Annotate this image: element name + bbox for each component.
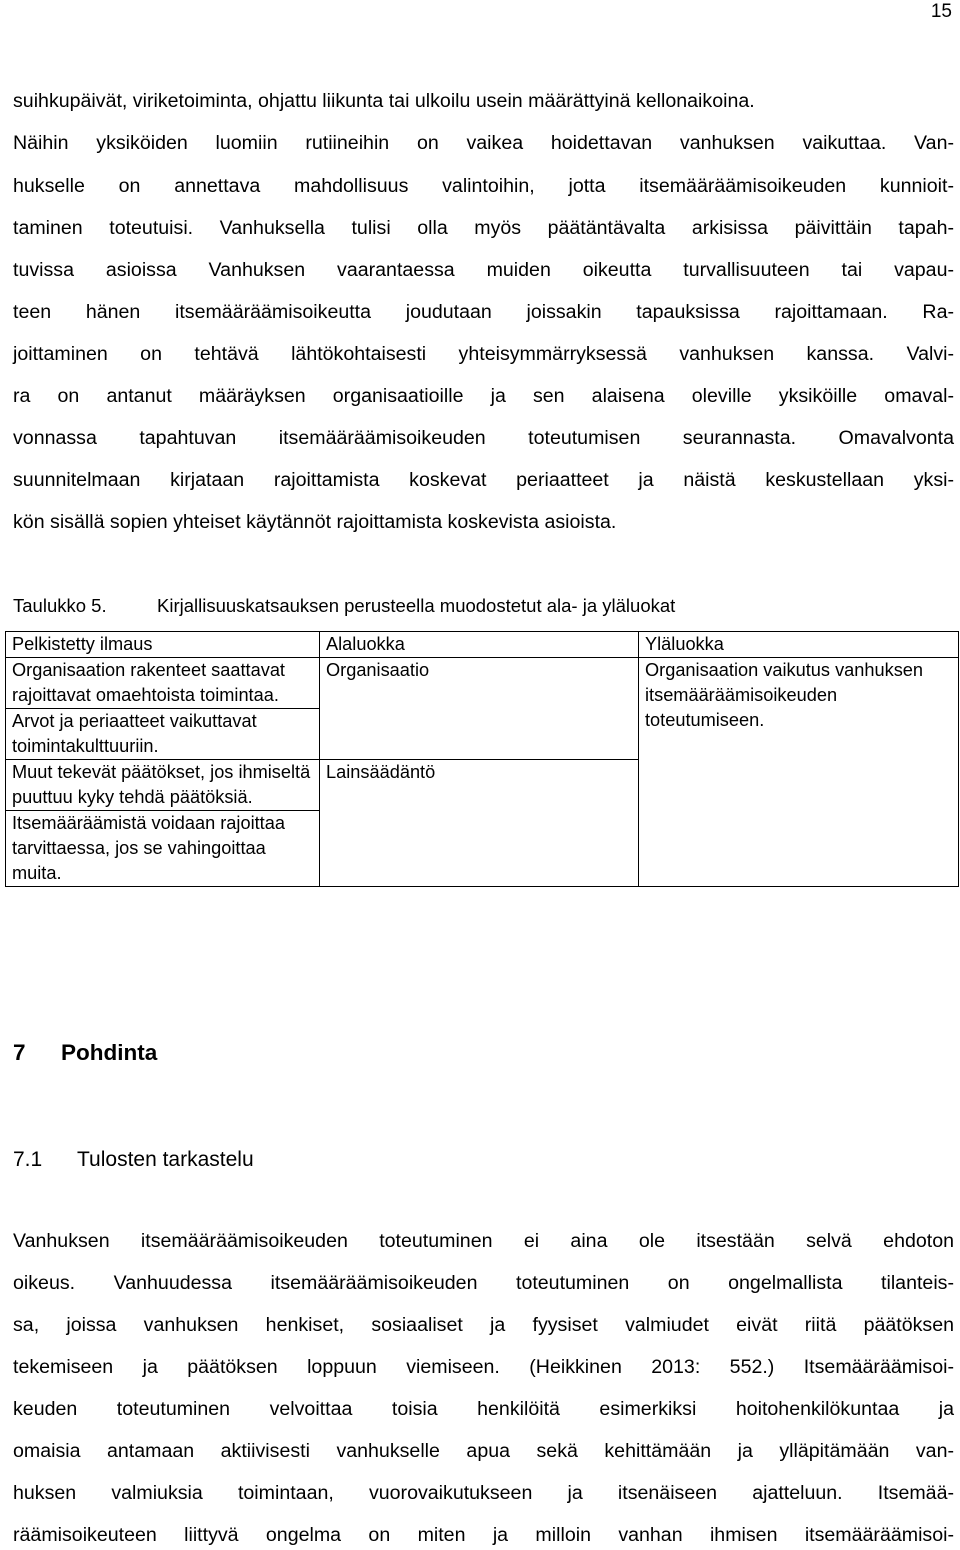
expression: Organisaation rakenteet saattavat rajoittavat omaehtoista toimintaa.	[12, 660, 285, 705]
chapter-title: Pohdinta	[61, 1040, 158, 1065]
paragraph-1-line: tuvissa asioissa Vanhuksen vaarantaessa muiden oikeutta turvallisuuteen tai vapau-	[13, 259, 954, 281]
paragraph-1-line: joittaminen on tehtävä lähtökohtaisesti yhteisymmärryksessä vanhuksen kanssa. Valvi-	[13, 343, 954, 365]
section-number: 7.1	[13, 1148, 43, 1171]
paragraph-1-line: suunnitelmaan kirjataan rajoittamista koskevat periaatteet ja näistä keskustellaan yksi-	[13, 469, 954, 491]
paragraph-1-line: vonnassa tapahtuvan itsemääräämisoikeuden toteutumisen seurannasta. Omavalvonta	[13, 427, 954, 449]
upper-class-cell: Organisaation vaikutus vanhuksen itsemääräämisoikeuden toteutumiseen.	[639, 658, 959, 887]
page-number: 15	[930, 1, 952, 22]
paragraph-1-line: kön sisällä sopien yhteiset käytännöt rajoittamista koskevista asioista.	[13, 511, 617, 533]
paragraph-1-line: Näihin yksiköiden luomiin rutiineihin on vaikea hoidettavan vanhuksen vaikuttaa. Van-	[13, 132, 954, 154]
paragraph-2-line: tekemiseen ja päätöksen loppuun viemiseen. (Heikkinen 2013: 552.) Itsemääräämisoi-	[13, 1356, 954, 1378]
expression: Muut tekevät päätökset, jos ihmiseltä puuttuu kyky tehdä päätöksiä.	[12, 762, 311, 807]
paragraph-1-line: ra on antanut määräyksen organisaatioille ja sen alaisena oleville yksiköille omaval-	[13, 385, 954, 407]
expression: Itsemääräämistä voidaan rajoittaa tarvittaessa, jos se vahingoittaa muita.	[6, 810, 319, 886]
table-row	[6, 658, 959, 760]
paragraph-1-line: hukselle on annettava mahdollisuus valintoihin, jotta itsemääräämisoikeuden kunnioit-	[13, 175, 954, 197]
expression-cell	[6, 658, 320, 760]
paragraph-1-line: suihkupäivät, viriketoiminta, ohjattu liikunta tai ulkoilu usein määrättyinä kellonaikoina.	[13, 90, 755, 112]
subclass-cell: Organisaatio	[320, 658, 639, 760]
header-cell: Pelkistetty ilmaus	[6, 632, 320, 658]
header-cell: Yläluokka	[639, 632, 959, 658]
paragraph-2-line: keuden toteutuminen velvoittaa toisia henkilöitä esimerkiksi hoitohenkilökuntaa ja	[13, 1398, 954, 1420]
paragraph-2-line: räämisoikeuteen liittyvä ongelma on miten ja milloin vanhan ihmisen itsemääräämisoi-	[13, 1524, 954, 1546]
expression: Arvot ja periaatteet vaikuttavat toimintakulttuuriin.	[6, 708, 319, 759]
table-caption-label: Taulukko 5.	[13, 595, 107, 616]
paragraph-2-line: Vanhuksen itsemääräämisoikeuden toteutuminen ei aina ole itsestään selvä ehdoton	[13, 1230, 954, 1252]
subclass-cell: Lainsäädäntö	[320, 760, 639, 887]
table-header-row	[6, 632, 959, 658]
paragraph-2-line: sa, joissa vanhuksen henkiset, sosiaaliset ja fyysiset valmiudet eivät riitä päätöksen	[13, 1314, 954, 1336]
header-cell: Alaluokka	[320, 632, 639, 658]
section-title: Tulosten tarkastelu	[77, 1148, 254, 1171]
table-caption-text: Kirjallisuuskatsauksen perusteella muodostetut ala- ja yläluokat	[157, 595, 676, 616]
chapter-number: 7	[13, 1040, 26, 1065]
paragraph-1-line: teen hänen itsemääräämisoikeutta joudutaan joissakin tapauksissa rajoittamaan. Ra-	[13, 301, 954, 323]
paragraph-2-line: oikeus. Vanhuudessa itsemääräämisoikeuden toteutuminen on ongelmallista tilanteis-	[13, 1272, 954, 1294]
paragraph-2-line: omaisia antamaan aktiivisesti vanhukselle apua sekä kehittämään ja ylläpitämään van-	[13, 1440, 954, 1462]
paragraph-1-line: taminen toteutuisi. Vanhuksella tulisi olla myös päätäntävalta arkisissa päivittäin tapah-	[13, 217, 954, 239]
classification-table	[5, 631, 959, 887]
paragraph-2-line: huksen valmiuksia toimintaan, vuorovaikutukseen ja itsenäiseen ajatteluun. Itsemää-	[13, 1482, 954, 1504]
expression-cell	[6, 760, 320, 887]
